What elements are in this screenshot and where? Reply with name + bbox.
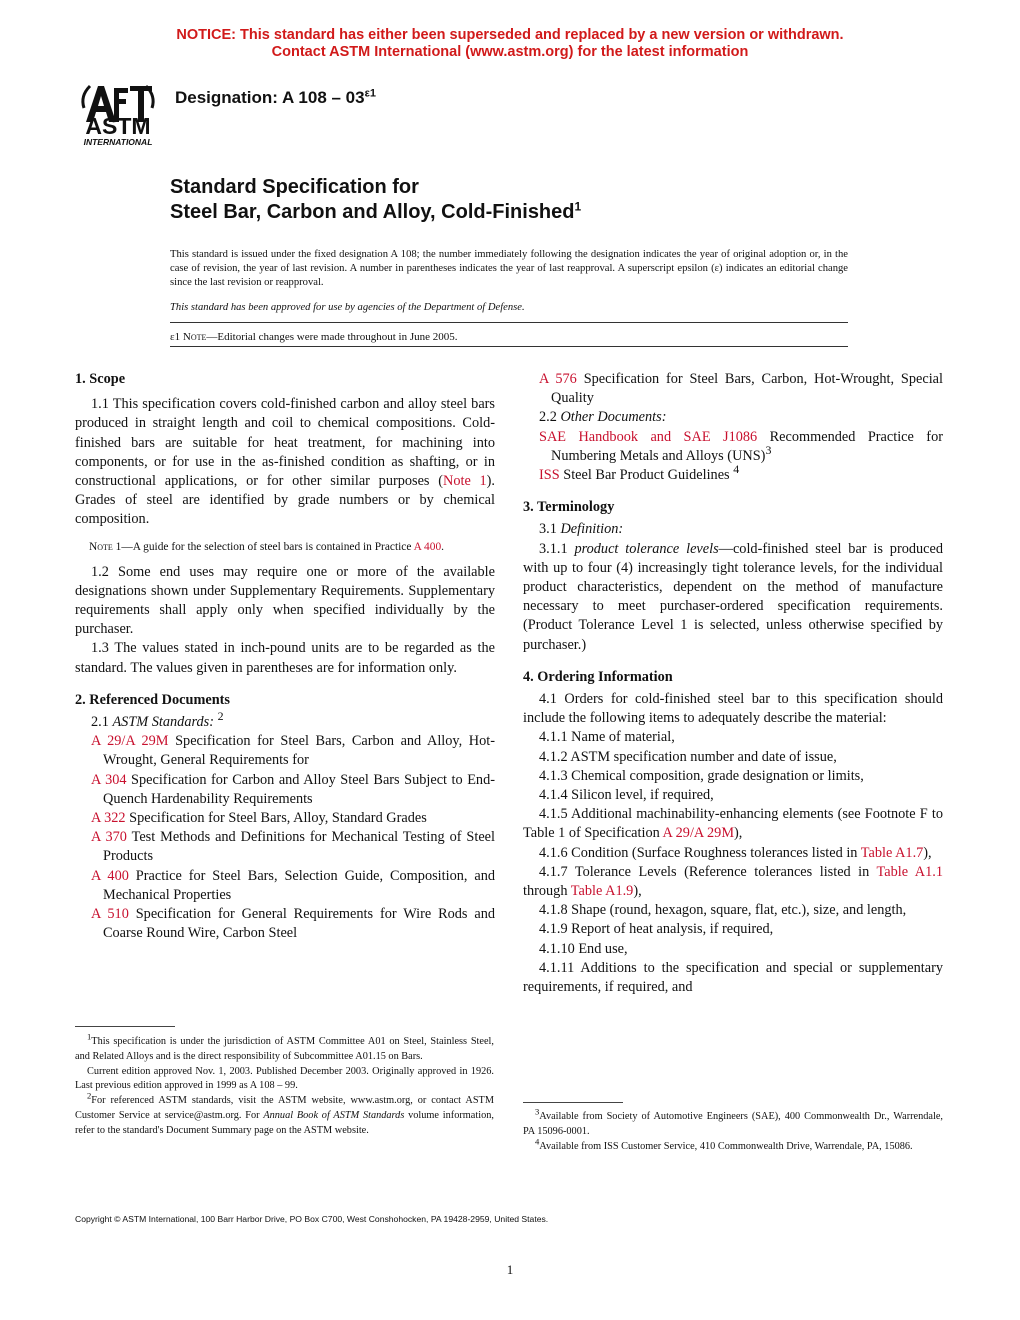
item-4-1-11: 4.1.11 Additions to the specification and special or supplementary requirements, if required, and <box>523 959 943 996</box>
para-2-2 <box>523 408 943 427</box>
para-1-1 <box>75 395 495 529</box>
page-number: 1 <box>506 1262 514 1277</box>
item-4-1-6 <box>523 844 943 863</box>
footnote-3-marker: 3 <box>535 1106 540 1117</box>
footnote-1b: Current edition approved Nov. 1, 2003. Published December 2003. Originally approved in 1926. Last previous edition approved in 1999 as A 108 – 99. <box>75 1065 494 1092</box>
section-1-heading: 1. Scope <box>75 371 126 387</box>
logo-subtext: INTERNATIONAL <box>83 137 153 147</box>
item-4-1-6-end: ), <box>923 844 932 861</box>
item-4-1-5-text: 4.1.5 Additional machinability-enhancing elements (see Footnote F to Table 1 of Specification <box>523 806 943 842</box>
item-4-1-4: 4.1.4 Silicon level, if required, <box>539 787 714 804</box>
ref-a29 <box>75 732 495 770</box>
ref-iss-text: Steel Bar Product Guidelines <box>563 467 730 484</box>
para-3-1-1 <box>523 540 943 655</box>
para-3-1 <box>523 520 943 539</box>
footnote-4 <box>523 1136 943 1155</box>
item-4-1-7-text: 4.1.7 Tolerance Levels (Reference tolerances listed in <box>539 863 877 880</box>
ref-iss-footnote: 4 <box>733 462 740 477</box>
notice-line-1: NOTICE: This standard has either been superseded and replaced by a new version or withdrawn. <box>176 27 844 43</box>
item-4-1-6-link[interactable]: Table A1.7 <box>860 844 924 861</box>
designation-label: Designation: A 108 – 03 <box>175 88 365 107</box>
section-4-heading: 4. Ordering Information <box>523 668 673 685</box>
editorial-text: —Editorial changes were made throughout in June 2005. <box>206 331 458 343</box>
note-1-label: Note <box>89 540 113 553</box>
item-4-1-7-mid: through <box>523 883 571 900</box>
ref-a370-code[interactable]: A 370 <box>91 829 127 846</box>
ref-a370 <box>75 828 495 866</box>
ref-a400-text: Practice for Steel Bars, Selection Guide, Composition, and Mechanical Properties <box>103 867 495 903</box>
item-4-1-5-end: ), <box>734 825 743 842</box>
para-2-2-num: 2.2 <box>539 409 561 426</box>
ref-a576-text: Specification for Steel Bars, Carbon, Hot-Wrought, Special Quality <box>551 371 943 407</box>
item-4-1-1: 4.1.1 Name of material, <box>539 729 675 746</box>
superseded-notice <box>0 27 1020 61</box>
editorial-note <box>170 331 457 343</box>
item-4-1-2: 4.1.2 ASTM specification number and date of issue, <box>539 748 837 765</box>
dod-approval: This standard has been approved for use by agencies of the Department of Defense. <box>170 302 525 313</box>
para-2-2-title: Other Documents: <box>560 409 667 426</box>
para-1-1-text: 1.1 This specification covers cold-finished carbon and alloy steel bars produced in straight length and coil to chemical compositions. Cold-finished bars are suitable for heat treatment, for machining into components, or for use in the as-finished condition as shafting, or in constructional applications, or for other similar purposes ( <box>75 396 495 490</box>
ref-a576 <box>523 370 943 408</box>
item-4-1-7-end: ), <box>633 883 642 900</box>
rule-top <box>170 322 848 323</box>
item-4-1-5-link[interactable]: A 29/A 29M <box>662 825 735 842</box>
note-1-link[interactable]: Note 1 <box>443 473 487 490</box>
logo-text: ASTM <box>85 113 151 139</box>
footnote-2-italic: Annual Book of ASTM Standards <box>263 1109 405 1121</box>
ref-a400-code[interactable]: A 400 <box>91 867 129 884</box>
item-4-1-3: 4.1.3 Chemical composition, grade designation or limits, <box>539 767 864 784</box>
item-4-1-6-text: 4.1.6 Condition (Surface Roughness tolerances listed in <box>539 844 861 861</box>
footnote-2-end: volume information, refer to the standard's Document Summary page on the ASTM website. <box>75 1109 494 1136</box>
para-3-1-title: Definition: <box>560 521 624 538</box>
item-4-1-10: 4.1.10 End use, <box>539 940 628 957</box>
footnote-1-marker: 1 <box>87 1031 92 1042</box>
notice-line-2: Contact ASTM International (www.astm.org) for the latest information <box>271 44 749 60</box>
ref-iss <box>523 462 943 485</box>
para-3-1-1-term: product tolerance levels <box>574 540 719 557</box>
ref-a304-text: Specification for Carbon and Alloy Steel Bars Subject to End-Quench Hardenability Requirements <box>103 771 495 807</box>
left-column <box>75 370 495 943</box>
ref-a400 <box>75 867 495 905</box>
para-2-1-num: 2.1 <box>91 714 113 731</box>
note-1 <box>75 540 495 555</box>
ref-a322-code[interactable]: A 322 <box>91 810 126 827</box>
section-2-heading: 2. Referenced Documents <box>75 691 230 708</box>
para-2-1-title: ASTM Standards: <box>112 714 214 731</box>
para-2-1 <box>75 709 495 732</box>
astm-logo <box>76 78 160 148</box>
footnote-rule-left <box>75 1026 175 1027</box>
item-4-1-5 <box>523 805 943 843</box>
note-label: Note <box>182 331 207 343</box>
item-4-1-7-link-2[interactable]: Table A1.9 <box>570 883 634 900</box>
document-title <box>170 175 581 225</box>
item-4-1-7 <box>523 863 943 901</box>
title-line-2: Steel Bar, Carbon and Alloy, Cold-Finished <box>170 201 575 223</box>
footnote-2 <box>75 1090 494 1138</box>
footnotes-left <box>75 1031 494 1139</box>
section-3-heading: 3. Terminology <box>523 499 615 516</box>
right-column <box>523 370 943 997</box>
para-4-1: 4.1 Orders for cold-finished steel bar to this specification should include the following items to adequately describe the material: <box>523 691 943 727</box>
footnote-4-marker: 4 <box>535 1136 540 1147</box>
para-2-1-footnote: 2 <box>217 709 224 724</box>
designation <box>175 88 376 108</box>
footnote-2-text: For referenced ASTM standards, visit the ASTM website, www.astm.org, or contact ASTM Customer Service at service@astm.org. For <box>75 1095 494 1121</box>
ref-a510-text: Specification for General Requirements for Wire Rods and Coarse Round Wire, Carbon Steel <box>103 906 495 942</box>
ref-a510-code[interactable]: A 510 <box>91 906 129 923</box>
ref-a29-text: Specification for Steel Bars, Carbon and Alloy, Hot-Wrought, General Requirements for <box>103 733 495 769</box>
note-1-text: 1—A guide for the selection of steel bars is contained in Practice <box>112 540 414 553</box>
item-4-1-8: 4.1.8 Shape (round, hexagon, square, flat, etc.), size, and length, <box>539 902 907 919</box>
rule-bottom <box>170 346 848 347</box>
footnotes-right <box>523 1106 943 1154</box>
ref-a29-code[interactable]: A 29/A 29M <box>91 733 169 750</box>
footnote-3-text: Available from Society of Automotive Engineers (SAE), 400 Commonwealth Dr., Warrendale, PA 15096-0001. <box>523 1111 943 1137</box>
designation-superscript: ε1 <box>364 87 376 100</box>
ref-a322-text: Specification for Steel Bars, Alloy, Standard Grades <box>129 810 427 827</box>
epsilon-mark: ε1 <box>170 331 181 343</box>
title-line-1: Standard Specification for <box>170 176 419 198</box>
ref-a576-code[interactable]: A 576 <box>539 371 577 387</box>
footnote-4-text: Available from ISS Customer Service, 410 Commonwealth Drive, Warrendale, PA, 15086. <box>539 1140 913 1152</box>
ref-sae-footnote: 3 <box>765 443 772 458</box>
issuance-statement: This standard is issued under the fixed designation A 108; the number immediately following the designation indicates the year of original adoption or, in the case of revision, the year of last revision. A number in parentheses indicates the year of last reapproval. A superscript epsilon (ε) indicates an editorial change since the last revision or reapproval. <box>170 249 848 288</box>
footnote-rule-right <box>523 1102 623 1103</box>
title-footnote-marker: 1 <box>574 199 582 214</box>
note-1-end: . <box>441 540 444 553</box>
ref-a304 <box>75 771 495 809</box>
note-1-a400-link[interactable]: A 400 <box>413 540 442 553</box>
ref-a304-code[interactable]: A 304 <box>91 771 127 788</box>
item-4-1-9: 4.1.9 Report of heat analysis, if required, <box>539 921 774 938</box>
item-4-1-7-link-1[interactable]: Table A1.1 <box>876 863 943 880</box>
ref-a510 <box>75 905 495 943</box>
footnote-2-marker: 2 <box>87 1090 92 1101</box>
ref-sae-code[interactable]: SAE Handbook and SAE J1086 <box>539 428 758 445</box>
para-3-1-num: 3.1 <box>539 521 561 538</box>
copyright-line: Copyright © ASTM International, 100 Barr Harbor Drive, PO Box C700, West Conshohocken, PA 19428-2959, United States. <box>75 1214 549 1224</box>
footnote-1 <box>75 1031 494 1065</box>
ref-sae <box>523 428 943 466</box>
para-1-3: 1.3 The values stated in inch-pound units are to be regarded as the standard. The values given in parentheses are for information only. <box>75 640 495 676</box>
footnote-1-text: This specification is under the jurisdiction of ASTM Committee A01 on Steel, Stainless Steel, and Related Alloys and is the direct responsibility of Subcommittee A01.15 on Bars. <box>75 1036 494 1062</box>
footnote-3 <box>523 1106 943 1140</box>
para-3-1-1-text: —cold-finished steel bar is produced with up to four (4) increasingly tight tolerance levels, for the individual product characteristics, dependent on the method of manufacture necessary to meet purchaser-ordered specification requirements. (Product Tolerance Level 1 is selected, unless otherwise specified by purchaser.) <box>523 540 943 653</box>
para-3-1-1-num: 3.1.1 <box>539 540 575 557</box>
para-1-1-end: ). Grades of steel are identified by grade numbers or by chemical composition. <box>75 473 496 528</box>
ref-sae-text: Recommended Practice for Numbering Metals and Alloys (UNS) <box>551 428 943 464</box>
ref-iss-code[interactable]: ISS <box>539 467 560 484</box>
para-1-2: 1.2 Some end uses may require one or more of the available designations shown under Supplementary Requirements. Supplementary requirements shall apply only when specified individually by the purchaser. <box>75 563 495 638</box>
ref-a370-text: Test Methods and Definitions for Mechanical Testing of Steel Products <box>103 829 495 865</box>
ref-a322 <box>75 809 495 828</box>
